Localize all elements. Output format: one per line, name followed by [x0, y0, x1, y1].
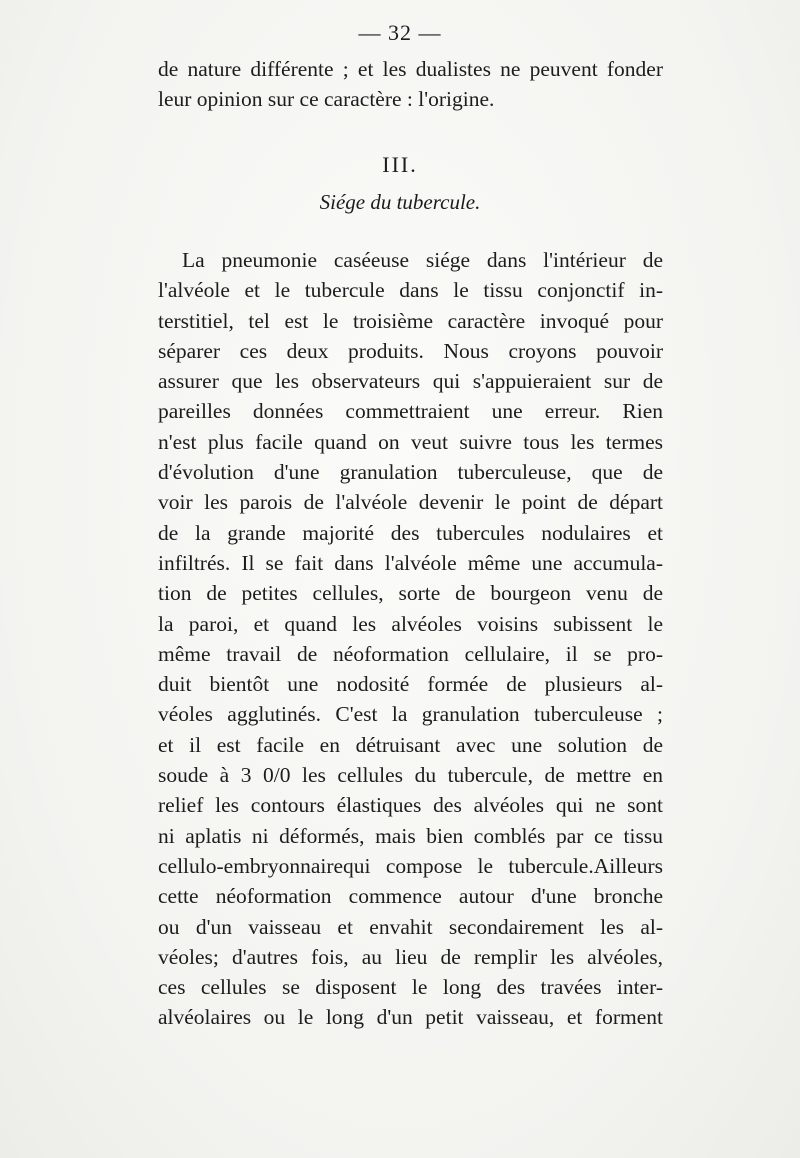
text-line: d'évolution d'une granulation tuberculeuse, que de	[158, 460, 663, 485]
main-paragraph	[158, 245, 663, 1033]
section-number: III.	[382, 152, 418, 177]
text-line: cellulo-embryonnairequi compose le tubercule.Ailleurs	[158, 853, 663, 878]
text-line: relief les contours élastiques des alvéoles qui ne sont	[158, 793, 663, 818]
text-line: de la grande majorité des tubercules nodulaires et	[158, 520, 663, 545]
text-line: la paroi, et quand les alvéoles voisins subissent le	[158, 611, 663, 636]
text-line: alvéolaires ou le long d'un petit vaisseau, et forment	[158, 1005, 663, 1030]
previous-paragraph-end	[158, 54, 663, 115]
text-line: leur opinion sur ce caractère : l'origine.	[158, 87, 495, 112]
text-line: même travail de néoformation cellulaire, il se pro-	[158, 641, 663, 666]
section-title: Siége du tubercule.	[319, 190, 481, 214]
text-line: La pneumonie caséeuse siége dans l'intérieur de	[182, 248, 663, 272]
text-line: cette néoformation commence autour d'une bronche	[158, 884, 663, 909]
text-line: séparer ces deux produits. Nous croyons pouvoir	[158, 338, 663, 363]
text-line: et il est facile en détruisant avec une solution de	[158, 732, 663, 757]
text-line: ou d'un vaisseau et envahit secondairement les al-	[158, 914, 663, 939]
text-line: ni aplatis ni déformés, mais bien comblés par ce tissu	[158, 823, 663, 848]
text-line: voir les parois de l'alvéole devenir le point de départ	[158, 490, 663, 515]
text-line: n'est plus facile quand on veut suivre tous les termes	[158, 429, 663, 454]
text-line: véoles; d'autres fois, au lieu de remplir les alvéoles,	[158, 944, 663, 969]
text-line: ces cellules se disposent le long des travées inter-	[158, 975, 663, 1000]
text-line: tion de petites cellules, sorte de bourgeon venu de	[158, 581, 663, 606]
text-line: l'alvéole et le tubercule dans le tissu conjonctif in-	[158, 278, 663, 303]
text-line: de nature différente ; et les dualistes ne peuvent fonder	[158, 57, 663, 81]
text-line: infiltrés. Il se fait dans l'alvéole même une accumula-	[158, 550, 663, 575]
text-line: véoles agglutinés. C'est la granulation tuberculeuse ;	[158, 702, 663, 727]
page-number: — 32 —	[358, 20, 442, 45]
text-line: duit bientôt une nodosité formée de plusieurs al-	[158, 672, 663, 697]
text-line: soude à 3 0/0 les cellules du tubercule, de mettre en	[158, 763, 663, 788]
text-line: pareilles données commettraient une erreur. Rien	[158, 399, 663, 424]
text-line: assurer que les observateurs qui s'appuieraient sur de	[158, 369, 663, 394]
text-line: terstitiel, tel est le troisième caractère invoqué pour	[158, 308, 663, 333]
